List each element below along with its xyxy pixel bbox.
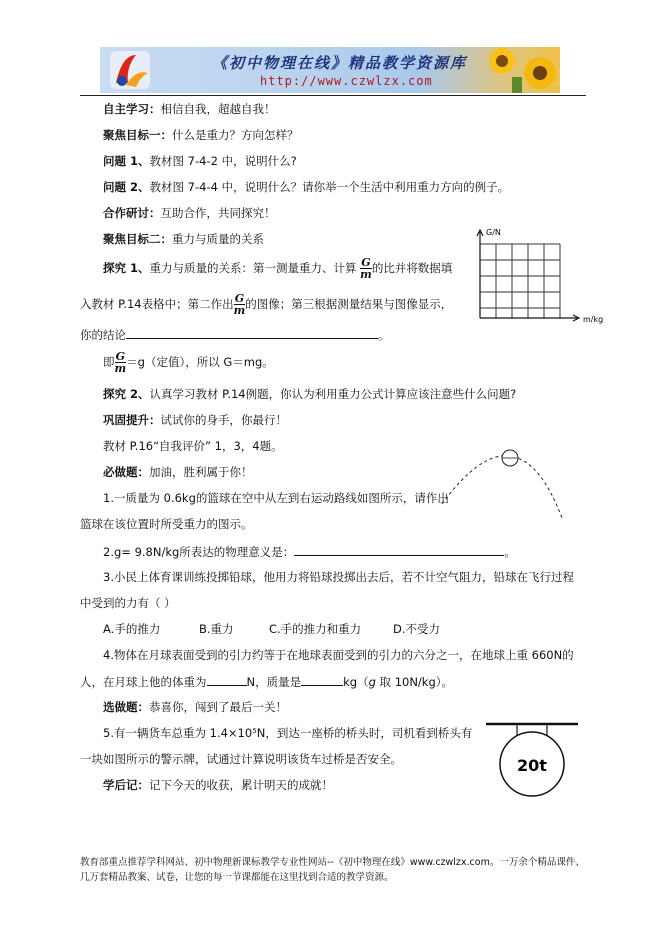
weight-limit-text: 20t — [517, 756, 547, 775]
inquiry-one-line — [103, 256, 452, 280]
textbook-exercise-line — [103, 438, 283, 454]
mass-blank[interactable] — [301, 673, 343, 686]
fraction-denominator: m — [233, 304, 246, 317]
line-text: 即 — [103, 355, 115, 369]
line-text: g — [368, 675, 376, 689]
section-label: 巩固提升： — [103, 413, 161, 427]
question-2-line — [103, 543, 516, 560]
line-text: 教材图 7-4-4 中，说明什么？请你举一个生活中利用重力方向的例子。 — [149, 180, 510, 194]
banner-url[interactable]: http://www.czwlzx.com — [260, 74, 433, 88]
option-a[interactable]: A.手的推力 — [103, 622, 161, 636]
section-label: 问题 1、 — [103, 154, 150, 168]
optional-questions-line — [103, 699, 287, 715]
section-label: 学后记： — [103, 778, 149, 792]
site-logo-icon — [102, 47, 156, 93]
fraction-numerator: G — [234, 292, 245, 305]
line-text: 重力与质量的关系：第一测量重力、计算 — [149, 261, 357, 275]
line-text: 教材 P.16“自我评价” 1，3，4题。 — [103, 439, 283, 453]
line-text: 加油，胜利属于你！ — [149, 465, 253, 479]
cooperation-line — [103, 205, 276, 221]
trajectory-path — [442, 456, 562, 518]
header-rule — [80, 95, 586, 96]
question-one-line — [103, 153, 297, 169]
line-text: 1.一质量为 0.6kg的篮球在空中从左到右运动路线如图所示，请作出 — [103, 491, 449, 505]
question-1-continued — [80, 516, 253, 532]
question-two-line — [103, 179, 509, 195]
line-text: 。 — [378, 328, 390, 342]
y-axis-label: G/N — [486, 228, 501, 237]
self-study-line — [103, 101, 276, 117]
gravity-mass-graph — [465, 226, 615, 328]
section-label: 聚焦目标一： — [103, 128, 172, 142]
question-5-line — [103, 725, 472, 741]
fraction-numerator: G — [361, 256, 371, 269]
section-label: 选做题： — [103, 700, 149, 714]
question-2-blank[interactable] — [294, 543, 504, 556]
banner-title: 《初中物理在线》精品教学资源库 — [212, 54, 468, 72]
section-label: 聚焦目标二： — [103, 232, 172, 246]
option-c[interactable]: C.手的推力和重力 — [269, 622, 362, 636]
line-text: N，质量是 — [246, 675, 302, 689]
line-text: 相信自我，超越自我！ — [160, 102, 276, 116]
line-text: 取 10N/kg）。 — [375, 675, 454, 689]
g-over-m-fraction — [115, 351, 127, 374]
page-footer: 教育部重点推荐学科网站、初中物理新课标教学专业性网站--《初中物理在线》www.czwlzx.com。一万余个精品课件、几万套精品教案、试卷，让您的每一节课都能在这里找到合适的教学资源。 — [80, 857, 585, 883]
question-1-line — [103, 490, 449, 506]
line-text: 入教材 P.14表格中；第二作出 — [80, 297, 234, 311]
question-4-line — [103, 647, 574, 663]
section-label: 探究 1、 — [103, 261, 150, 275]
header-banner — [100, 47, 560, 93]
line-text: 认真学习教材 P.14例题，你认为利用重力公式计算应该注意些什么问题? — [149, 387, 517, 401]
bridge-warning-sign — [486, 718, 578, 798]
line-text: 中受到的力有（ ） — [80, 596, 176, 610]
required-questions-line — [103, 464, 253, 480]
conclusion-blank[interactable] — [126, 326, 378, 339]
question-4-continued — [80, 673, 453, 690]
line-text: kg（ — [343, 675, 369, 689]
x-axis-label: m/kg — [583, 315, 604, 324]
line-text: 试试你的身手，你最行！ — [160, 413, 287, 427]
goal-two-line — [103, 231, 264, 247]
line-text: 一块如图所示的警示牌，试通过计算说明该货车过桥是否安全。 — [80, 752, 402, 766]
line-text: 记下今天的收获，累计明天的成就！ — [149, 778, 333, 792]
question-3-line — [103, 569, 574, 585]
option-b[interactable]: B.重力 — [199, 622, 234, 636]
g-over-m-fraction — [234, 293, 246, 316]
line-text: 恭喜你，闯到了最后一关！ — [149, 700, 287, 714]
section-label: 问题 2、 — [103, 180, 150, 194]
question-3-continued — [80, 595, 176, 611]
goal-one-line — [103, 127, 299, 143]
consolidation-line — [103, 412, 287, 428]
graph-grid — [480, 244, 560, 318]
sunflower-image — [482, 47, 560, 93]
fraction-denominator: m — [360, 268, 372, 281]
line-text: 重力与质量的关系 — [172, 232, 264, 246]
line-text: 的图像；第三根据测量结果与图像显示， — [245, 297, 453, 311]
line-text: 互助合作，共同探究！ — [160, 206, 276, 220]
line-text: 的比并将数据填 — [371, 261, 453, 275]
section-label: 必做题： — [103, 465, 149, 479]
line-text: 教材图 7-4-2 中，说明什么? — [149, 154, 297, 168]
section-label: 合作研讨： — [103, 206, 161, 220]
g-over-m-fraction — [360, 257, 372, 280]
line-text: 什么是重力？方向怎样？ — [172, 128, 299, 142]
question-5-continued — [80, 751, 402, 767]
section-label: 探究 2、 — [103, 387, 150, 401]
after-study-line — [103, 777, 333, 793]
fraction-denominator: m — [114, 362, 127, 375]
conclusion-line — [80, 326, 390, 343]
moon-weight-blank[interactable] — [207, 673, 247, 686]
fraction-numerator: G — [115, 350, 126, 363]
line-text: 。 — [504, 545, 516, 559]
line-text: 你的结论 — [80, 328, 126, 342]
inquiry-one-continued — [80, 292, 452, 316]
basketball-trajectory-figure — [440, 446, 590, 522]
line-text: ＝g（定值），所以 G＝mg。 — [126, 355, 274, 369]
line-text: 人，在月球上他的体重为 — [80, 675, 207, 689]
line-text: 4.物体在月球表面受到的引力约等于在地球表面受到的引力的六分之一，在地球上重 660N的 — [103, 648, 574, 662]
line-text: 2.g= 9.8N/kg所表达的物理意义是： — [103, 545, 295, 559]
section-label: 自主学习： — [103, 102, 161, 116]
line-text: 篮球在该位置时所受重力的图示。 — [80, 517, 253, 531]
option-d[interactable]: D.不受力 — [393, 622, 441, 636]
formula-line — [103, 350, 274, 374]
line-text: 5.有一辆货车总重为 1.4×10⁵N，到达一座桥的桥头时，司机看到桥头有 — [103, 726, 473, 740]
inquiry-two-line — [103, 386, 516, 402]
line-text: 3.小民上体育课训练投掷铅球，他用力将铅球投掷出去后，若不计空气阻力，铅球在飞行过程 — [103, 570, 574, 584]
